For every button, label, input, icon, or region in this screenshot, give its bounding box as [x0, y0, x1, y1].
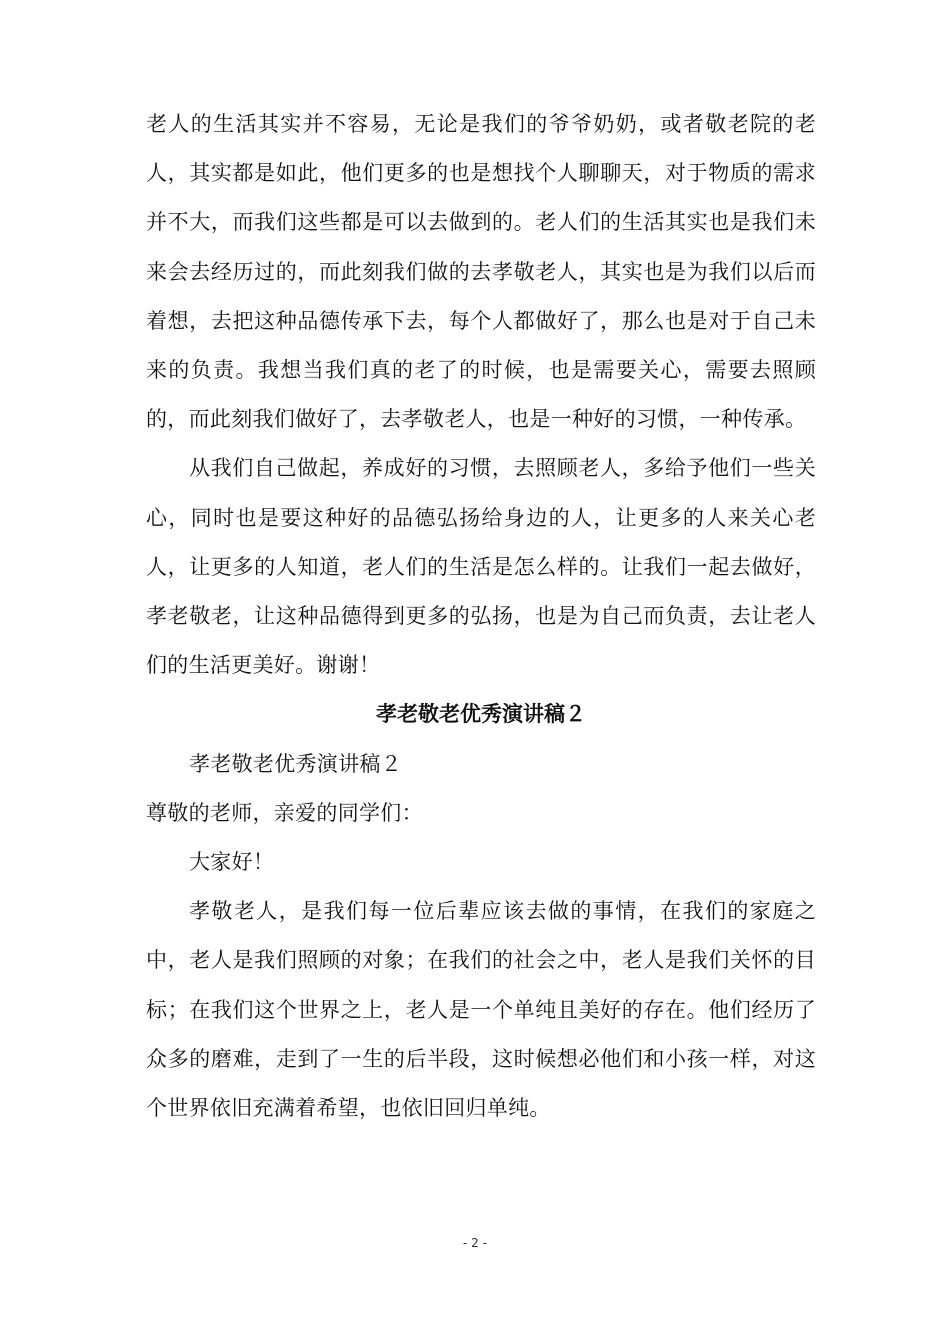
section-subtitle: 孝老敬老优秀演讲稿２ [189, 751, 402, 776]
body-paragraph-2: 从我们自己做起，养成好的习惯，去照顾老人，多给予他们一些关心，同时也是要这种好的品德弘扬给身边的人，让更多的人来关心老人，让更多的人知道，老人们的生活是怎么样的。让我们一起去做好，孝老敬老，让这种品德得到更多的弘扬，也是为自己而负责，去让老人们的生活更美好。谢谢！ [146, 456, 816, 678]
page-number: - 2 - [463, 1236, 487, 1250]
section-heading: 孝老敬老优秀演讲稿２ [376, 702, 586, 727]
page-content [146, 100, 816, 1133]
body-paragraph-1: 老人的生活其实并不容易，无论是我们的爷爷奶奶，或者敬老院的老人，其实都是如此，他们更多的也是想找个人聊聊天，对于物质的需求并不大，而我们这些都是可以去做到的。老人们的生活其实也是我们未来会去经历过的，而此刻我们做的去孝敬老人，其实也是为我们以后而着想，去把这种品德传承下去，每个人都做好了，那么也是对于自己未来的负责。我想当我们真的老了的时候，也是需要关心，需要去照顾的，而此刻我们做好了，去孝敬老人，也是一种好的习惯，一种传承。 [146, 112, 816, 432]
greeting: 大家好！ [189, 850, 275, 875]
body-paragraph-3: 孝敬老人，是我们每一位后辈应该去做的事情，在我们的家庭之中，老人是我们照顾的对象；在我们的社会之中，老人是我们关怀的目标；在我们这个世界之上，老人是一个单纯且美好的存在。他们经历了众多的磨难，走到了一生的后半段，这时候想必他们和小孩一样，对这个世界依旧充满着希望，也依旧回归单纯。 [146, 899, 816, 1121]
salutation: 尊敬的老师，亲爱的同学们： [146, 800, 423, 825]
